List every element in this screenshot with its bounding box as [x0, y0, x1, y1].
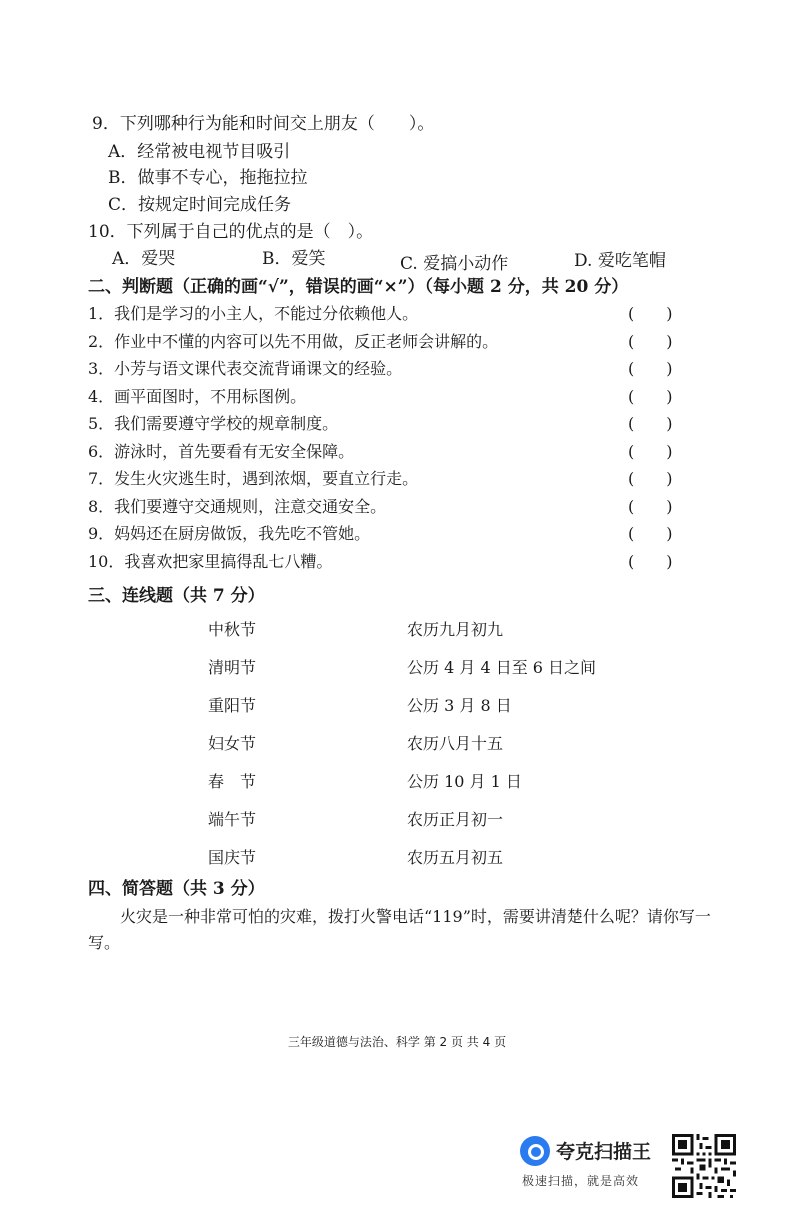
quark-logo-icon: [520, 1136, 550, 1166]
judge-item: [88, 386, 708, 414]
festival-name: 妇女节: [208, 734, 257, 753]
judge-item-text: 1．我们是学习的小主人，不能过分依赖他人。: [88, 304, 419, 323]
judge-item-text: 7．发生火灾逃生时，遇到浓烟，要直立行走。: [88, 469, 419, 488]
judge-item: [88, 358, 708, 386]
judge-item: [88, 441, 708, 469]
qr-code-icon: [672, 1134, 736, 1198]
festival-name: 国庆节: [208, 848, 257, 867]
section-4-title: 四、简答题（共 3 分）: [88, 879, 265, 899]
answer-blank: ( ): [628, 331, 673, 351]
question-9-option-b: B．做事不专心，拖拖拉拉: [108, 168, 308, 188]
judge-item-text: 2．作业中不懂的内容可以先不用做，反正老师会讲解的。: [88, 331, 499, 351]
judge-item: [88, 551, 708, 579]
judge-item-text: 8．我们要遵守交通规则，注意交通安全。: [88, 496, 387, 516]
judge-item-text: 6．游泳时，首先要看有无安全保障。: [88, 441, 355, 461]
festival-name: 中秋节: [208, 620, 257, 639]
matching-list: [208, 619, 668, 885]
festival-date: 农历正月初一: [407, 810, 504, 829]
festival-date: 农历九月初九: [407, 620, 504, 639]
festival-date: 农历八月十五: [407, 734, 504, 753]
answer-blank: ( ): [628, 386, 673, 406]
festival-date: 农历五月初五: [407, 848, 504, 867]
question-9-option-a: A．经常被电视节目吸引: [108, 142, 291, 162]
matching-row: [208, 695, 668, 733]
question-9-option-c: C．按规定时间完成任务: [108, 195, 292, 215]
festival-date: 公历 10 月 1 日: [407, 772, 522, 791]
matching-row: [208, 657, 668, 695]
matching-row: [208, 771, 668, 809]
answer-blank: ( ): [628, 414, 673, 433]
matching-row: [208, 733, 668, 771]
matching-row: [208, 619, 668, 657]
watermark-tagline: 极速扫描，就是高效: [522, 1174, 640, 1188]
question-10-option-b: B．爱笑: [262, 249, 326, 269]
question-10-option-c: C. 爱搞小动作: [400, 254, 509, 274]
question-9-stem: 9．下列哪种行为能和时间交上朋友（ ）。: [92, 114, 435, 134]
answer-blank: ( ): [628, 551, 673, 571]
page-footer: 三年级道德与法治、科学 第 2 页 共 4 页: [287, 1035, 507, 1049]
judge-item: [88, 303, 708, 331]
answer-blank: ( ): [628, 469, 673, 488]
judge-item-text: 4．画平面图时，不用标图例。: [88, 386, 307, 406]
essay-question: 火灾是一种非常可怕的灾难，拨打火警电话“119”时，需要讲清楚什么呢？请你写一写。: [88, 907, 711, 952]
judge-question-list: [88, 303, 708, 578]
festival-date: 公历 3 月 8 日: [407, 696, 512, 715]
festival-name: 端午节: [208, 810, 257, 829]
judge-item: [88, 413, 708, 441]
question-10-option-d: D. 爱吃笔帽: [574, 251, 666, 271]
judge-item-text: 3．小芳与语文课代表交流背诵课文的经验。: [88, 359, 403, 378]
judge-item: [88, 523, 708, 551]
judge-item-text: 10．我喜欢把家里搞得乱七八糟。: [88, 551, 333, 571]
judge-item-text: 9．妈妈还在厨房做饭，我先吃不管她。: [88, 524, 371, 543]
festival-date: 公历 4 月 4 日至 6 日之间: [407, 658, 597, 677]
judge-item: [88, 468, 708, 496]
answer-blank: ( ): [628, 304, 673, 323]
section-3-title: 三、连线题（共 7 分）: [88, 586, 265, 606]
question-10-stem: 10．下列属于自己的优点的是（ ）。: [88, 222, 374, 242]
answer-blank: ( ): [628, 441, 673, 461]
question-10-option-a: A．爱哭: [112, 249, 176, 269]
judge-item: [88, 496, 708, 524]
matching-row: [208, 809, 668, 847]
answer-blank: ( ): [628, 359, 673, 378]
festival-name: 春 节: [208, 772, 257, 791]
judge-item-text: 5．我们需要遵守学校的规章制度。: [88, 414, 339, 433]
festival-name: 重阳节: [208, 696, 257, 715]
festival-name: 清明节: [208, 658, 257, 677]
scanner-watermark: [520, 1134, 780, 1198]
answer-blank: ( ): [628, 524, 673, 543]
watermark-brand: 夸克扫描王: [556, 1141, 652, 1163]
judge-item: [88, 331, 708, 359]
matching-row: [208, 847, 668, 885]
section-2-title: 二、判断题（正确的画“√”，错误的画“×”）（每小题 2 分，共 20 分）: [88, 277, 629, 297]
answer-blank: ( ): [628, 496, 673, 516]
